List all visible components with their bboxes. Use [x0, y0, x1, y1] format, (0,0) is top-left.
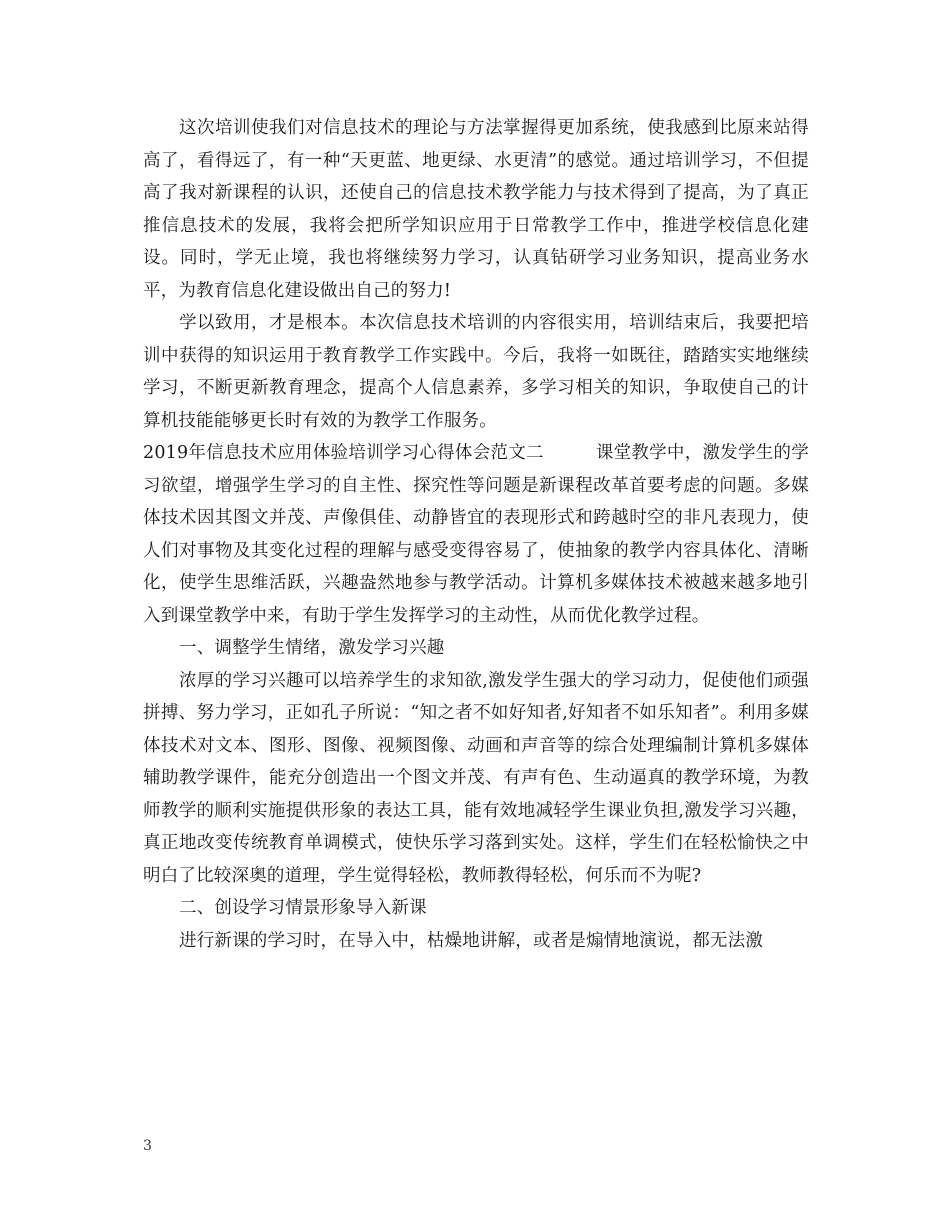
section-heading-2: 二、创设学习情景形象导入新课 — [179, 898, 427, 918]
paragraph: 这次培训使我们对信息技术的理论与方法掌握得更加系统，使我感到比原来站得高了，看得远了，有一种“天更蓝、地更绿、水更清”的感觉。通过培训学习，不但提高了我对新课程的认识，还使自己的信息技术教学能力与技术得到了提高，为了真正推信息技术的发展，我将会把所学知识应用于日常教学工作中，推进学校信息化建设。同时，学无止境，我也将继续努力学习，认真钻研学习业务知识，提高业务水平，为教育信息化建设做出自己的努力! — [143, 118, 809, 301]
section-paragraph — [143, 437, 809, 632]
section-heading-1: 一、调整学生情绪，激发学习兴趣 — [179, 638, 445, 658]
paragraph: 学以致用，才是根本。本次信息技术培训的内容很实用，培训结束后，我要把培训中获得的知识运用于教育教学工作实践中。今后，我将一如既往，踏踏实实地继续学习，不断更新教育理念，提高个人信息素养，多学习相关的知识，争取使自己的计算机技能能够更长时有效的为教学工作服务。 — [143, 313, 809, 431]
paragraph: 浓厚的学习兴趣可以培养学生的求知欲,激发学生强大的学习动力，促使他们顽强拼搏、努力学习，正如孔子所说：“知之者不如好知者,好知者不如乐知者”。利用多媒体技术对文本、图形、图像、视频图像、动画和声音等的综合处理编制计算机多媒体辅助教学课件，能充分创造出一个图文并茂、有声有色、生动逼真的教学环境，为教师教学的顺利实施提供形象的表达工具，能有效地减轻学生课业负担,激发学习兴趣，真正地改变传统教育单调模式，使快乐学习落到实处。这样，学生们在轻松愉快之中明白了比较深奥的道理，学生觉得轻松，教师教得轻松，何乐而不为呢? — [143, 670, 809, 886]
page-number: 3 — [143, 1138, 152, 1154]
document-body — [143, 112, 809, 957]
paragraph: 进行新课的学习时，在导入中，枯燥地讲解，或者是煽情地演说，都无法激 — [179, 930, 764, 951]
section-intro: 课堂教学中，激发学生的学习欲望，增强学生学习的自主性、探究性等问题是新课程改革首要考虑的问题。多媒体技术因其图文并茂、声像俱佳、动静皆宜的表现形式和跨越时空的非凡表现力，使人们对事物及其变化过程的理解与感受变得容易了，使抽象的教学内容具体化、清晰化，使学生思维活跃，兴趣盎然地参与教学活动。计算机多媒体技术被越来越多地引入到课堂教学中来，有助于学生发挥学习的主动性，从而优化教学过程。 — [143, 443, 809, 626]
section-title: 2019年信息技术应用体验培训学习心得体会范文二 — [143, 443, 544, 463]
